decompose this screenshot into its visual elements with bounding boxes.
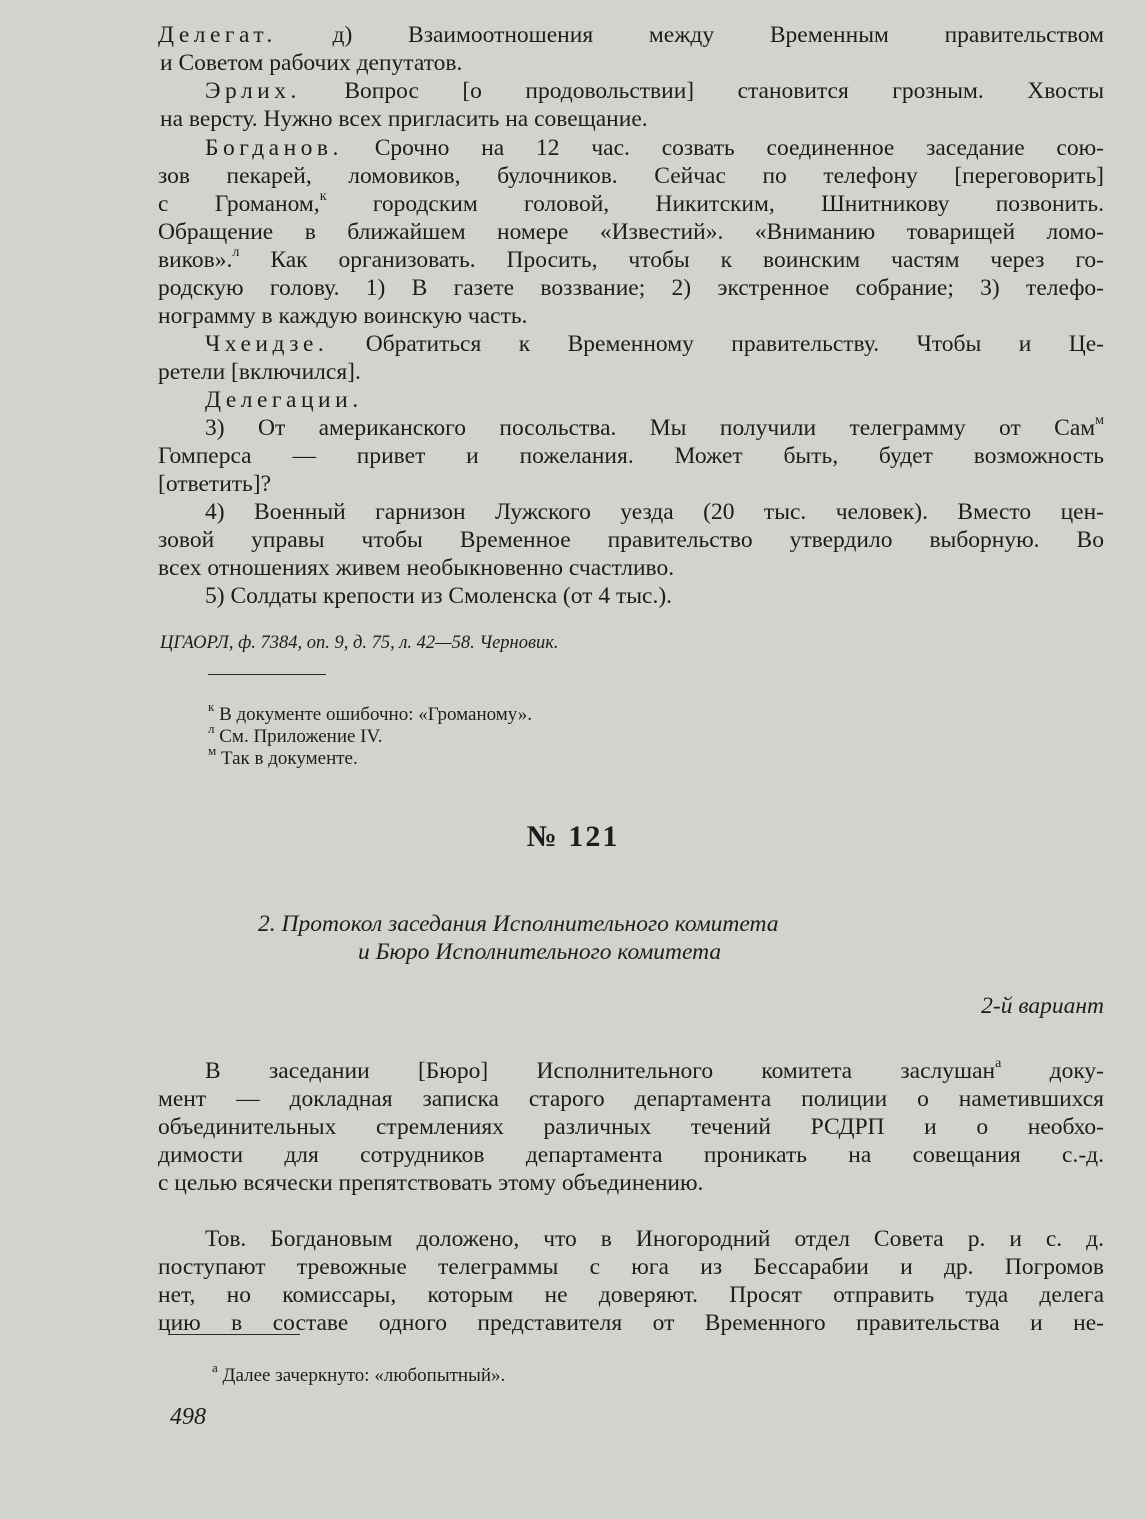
page-number: 498	[170, 1404, 206, 1430]
text-line: поступают тревожные телеграммы с юга из Бессарабии и др. Погромов	[158, 1254, 1104, 1280]
text-line: 5) Солдаты крепости из Смоленска (от 4 тыс.).	[205, 583, 673, 609]
text-line: всех отношениях живем необыкновенно счастливо.	[158, 555, 675, 581]
text-line: 3) От американского посольства. Мы получили телеграмму от Сам$^м$	[205, 413, 1104, 441]
text-line: с целью всячески препятствовать этому объединению.	[158, 1170, 704, 1196]
text-line: 4) Военный гарнизон Лужского уезда (20 тыс. человек). Вместо цен-	[205, 499, 1104, 525]
footnote-ref: а	[995, 1056, 1002, 1072]
text-line: мент — докладная записка старого департамента полиции о наметившихся	[158, 1086, 1104, 1112]
footnote-divider	[168, 1334, 300, 1335]
text-line: Богданов. Срочно на 12 час. созвать соединенное заседание сою-	[205, 135, 1104, 161]
footnote: $^л$ См. Приложение IV.	[208, 720, 383, 747]
footnote-ref: м	[1095, 413, 1104, 429]
text-line: родскую голову. 1) В газете воззвание; 2) экстренное собрание; 3) телефо-	[158, 275, 1104, 301]
text-line: Обращение в ближайшем номере «Известий». «Вниманию товарищей ломо-	[158, 219, 1104, 245]
text-line: и Советом рабочих депутатов.	[160, 50, 463, 76]
text-line: [ответить]?	[158, 471, 272, 497]
text-line: Тов. Богдановым доложено, что в Иногородний отдел Совета р. и с. д.	[205, 1226, 1104, 1252]
text-line: Делегации.	[205, 387, 363, 413]
footnote-divider	[208, 674, 326, 675]
text-line: Эрлих. Вопрос [о продовольствии] становится грозным. Хвосты	[205, 78, 1104, 104]
text-line: ретели [включился].	[158, 359, 361, 385]
text-line: зов пекарей, ломовиков, булочников. Сейчас по телефону [переговорить]	[158, 163, 1104, 189]
text-line: нет, но комиссары, которым не доверяют. Просят отправить туда делега	[158, 1282, 1104, 1308]
variant-label: 2-й вариант	[981, 993, 1104, 1019]
footnote-ref: л	[232, 245, 240, 261]
text-line: с Громаном,$^к$ городским головой, Никитским, Шнитникову позвонить.	[158, 189, 1104, 217]
footnote: $^м$ Так в документе.	[208, 742, 358, 769]
text-line: Чхеидзе. Обратиться к Временному правительству. Чтобы и Це-	[205, 331, 1104, 357]
text-line: В заседании [Бюро] Исполнительного комитета заслушан$^а$ доку-	[205, 1056, 1104, 1084]
text-line: цию в составе одного представителя от Временного правительства и не-	[158, 1310, 1104, 1336]
text-line: зовой управы чтобы Временное правительство утвердило выборную. Во	[158, 527, 1104, 553]
text-line: виков».$^л$ Как организовать. Просить, чтобы к воинским частям через го-	[158, 245, 1104, 273]
text-line: объединительных стремлениях различных течений РСДРП и о необхо-	[158, 1114, 1104, 1140]
document-title: и Бюро Исполнительного комитета	[358, 939, 722, 965]
text-line: Делегат. д) Взаимоотношения между Временным правительством	[158, 22, 1104, 48]
text-line: на версту. Нужно всех пригласить на совещание.	[160, 106, 648, 132]
text-line: димости для сотрудников департамента проникать на совещания с.-д.	[158, 1142, 1104, 1168]
footnote: $^к$ В документе ошибочно: «Громаному».	[208, 698, 533, 725]
text-line: Гомперса — привет и пожелания. Может быть, будет возможность	[158, 443, 1104, 469]
footnote-ref: к	[319, 189, 327, 205]
document-number: № 121	[526, 820, 620, 853]
footnote: $^а$ Далее зачеркнуто: «любопытный».	[212, 1359, 506, 1386]
archive-source: ЦГАОРЛ, ф. 7384, оп. 9, д. 75, л. 42—58. Черновик.	[160, 633, 559, 653]
text-line: нограмму в каждую воинскую часть.	[158, 303, 528, 329]
document-title: 2. Протокол заседания Исполнительного комитета	[258, 911, 779, 937]
